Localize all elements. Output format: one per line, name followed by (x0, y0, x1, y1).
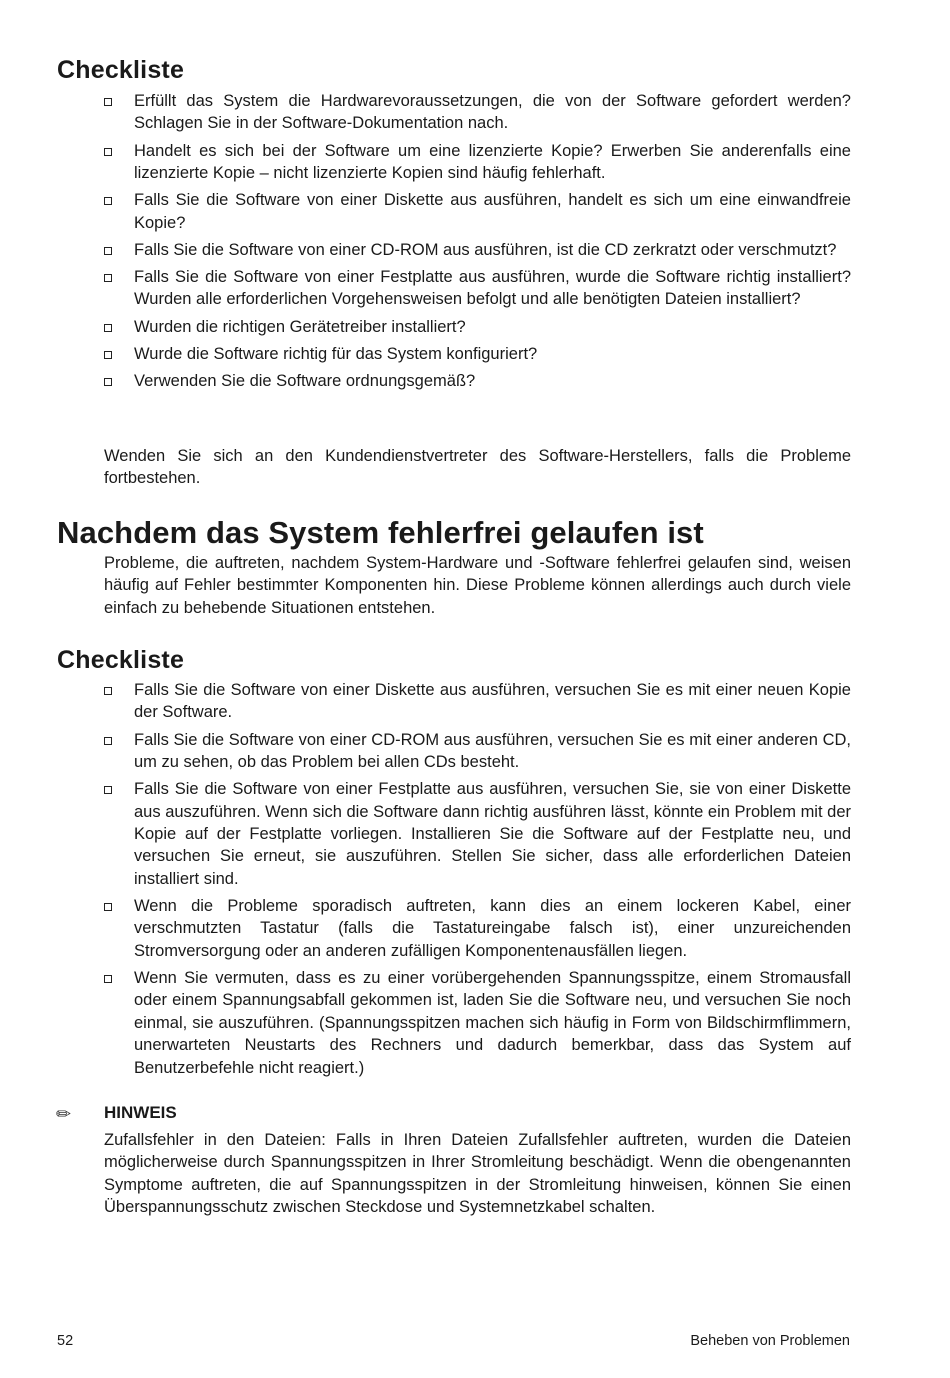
checklist-item (104, 189, 851, 234)
checklist-item-text: Falls Sie die Software von einer CD-ROM aus ausführen, versuchen Sie es mit einer anderen CD, um zu sehen, ob das Problem bei allen CDs besteht. (134, 730, 851, 772)
checkbox-icon (104, 98, 112, 106)
checkbox-icon (104, 351, 112, 359)
checkbox-icon (104, 197, 112, 205)
checkbox-icon (104, 737, 112, 745)
checklist-item (104, 140, 851, 185)
note-title: HINWEIS (104, 1103, 177, 1122)
checklist-item (104, 266, 851, 311)
checkbox-icon (104, 247, 112, 255)
checklist-item-text: Wurden die richtigen Gerätetreiber installiert? (134, 317, 466, 336)
checkbox-icon (104, 786, 112, 794)
checklist-item (104, 895, 851, 962)
checklist-item (104, 343, 851, 365)
section1-heading: Checkliste (57, 56, 185, 84)
checklist-item-text: Verwenden Sie die Software ordnungsgemäß? (134, 372, 476, 391)
checkbox-icon (104, 324, 112, 332)
checklist-item (104, 316, 851, 338)
note-text: Zufallsfehler in den Dateien: Falls in Ihren Dateien Zufallsfehler auftreten, wurden die Dateien möglicherweise durch Spannungsspitzen in Ihrer Stromleitung beschädigt. Wenn die obengenannten Symptome auftreten, die auf Spannungsspitzen in der Stromleitung hinweisen, können Sie einen Überspannungsschutz zwischen Steckdose und Systemnetzkabel schalten. (104, 1131, 851, 1217)
checklist-item-text: Falls Sie die Software von einer Festplatte aus ausführen, wurde die Software richtig installiert? Wurden alle erforderlichen Vorgehensweisen befolgt und alle benötigten Dateien installiert? (134, 268, 851, 309)
chapter-title: Beheben von Problemen (690, 1333, 850, 1349)
checkbox-icon (104, 148, 112, 156)
checklist-item-text: Falls Sie die Software von einer Festplatte aus ausführen, versuchen Sie, sie von einer Diskette aus auszuführen. Wenn sich die Software dann richtig ausführen lässt, könnte ein Problem mit der Kopie auf der Festplatte vorliegen. Installieren Sie die Software auf der Festplatte neu, und versuchen Sie erneut, sie auszuführen. Stellen Sie sicher, dass alle erforderlichen Dateien installiert sind. (134, 780, 851, 888)
checklist-item-text: Erfüllt das System die Hardwarevoraussetzungen, die von der Software gefordert werden? Schlagen Sie in der Software-Dokumentation nach. (134, 92, 851, 133)
checkbox-icon (104, 975, 112, 983)
checkbox-icon (104, 903, 112, 911)
section3-checklist (104, 679, 851, 1084)
checklist-item (104, 239, 851, 261)
section3-heading: Checkliste (57, 646, 185, 674)
page-number: 52 (57, 1333, 74, 1349)
pencil-icon: ✏ (56, 1104, 72, 1124)
checklist-item (104, 370, 851, 392)
checklist-item-text: Wenn die Probleme sporadisch auftreten, kann dies an einem lockeren Kabel, einer verschmutzten Tastatur (falls die Tastatureingabe falsch ist), einer unzureichenden Stromversorgung oder an anderen zufälligen Komponentenausfällen liegen. (134, 897, 851, 960)
checklist-item (104, 679, 851, 724)
checklist-item-text: Falls Sie die Software von einer Diskette aus ausführen, handelt es sich um eine einwandfreie Kopie? (134, 191, 851, 232)
checklist-item-text: Falls Sie die Software von einer CD-ROM aus ausführen, ist die CD zerkratzt oder verschmutzt? (134, 240, 837, 259)
checklist-item (104, 967, 851, 1079)
checklist-item-text: Wurde die Software richtig für das System konfiguriert? (134, 344, 538, 363)
checkbox-icon (104, 274, 112, 282)
section2-heading: Nachdem das System fehlerfrei gelaufen ist (57, 515, 704, 550)
checklist-item (104, 778, 851, 890)
checklist-item-text: Handelt es sich bei der Software um eine lizenzierte Kopie? Erwerben Sie anderenfalls eine lizenzierte Kopie – nicht lizenzierte Kopien sind häufig fehlerhaft. (134, 141, 851, 183)
checklist-item-text: Falls Sie die Software von einer Diskette aus ausführen, versuchen Sie es mit einer neuen Kopie der Software. (134, 681, 851, 722)
checkbox-icon (104, 687, 112, 695)
checkbox-icon (104, 378, 112, 386)
checklist-item (104, 729, 851, 774)
checklist-item (104, 90, 851, 135)
section2-intro-paragraph: Probleme, die auftreten, nachdem System-Hardware und -Software fehlerfrei gelaufen sind, weisen häufig auf Fehler bestimmter Komponenten hin. Diese Probleme können allerdings auch durch viele einfach zu behebende Situationen entstehen. (104, 554, 851, 617)
checklist-item-text: Wenn Sie vermuten, dass es zu einer vorübergehenden Spannungsspitze, einem Stromausfall oder einem Spannungsabfall gekommen ist, laden Sie die Software neu, und versuchen Sie noch einmal, sie auszuführen. (Spannungsspitzen machen sich häufig in Form von Bildschirmflimmern, unerwarteten Neustarts des Rechners und dadurch bemerkbar, dass das System auf Benutzerbefehle nicht reagiert.) (134, 969, 851, 1077)
section1-checklist (104, 90, 851, 397)
section1-closing-paragraph: Wenden Sie sich an den Kundendienstvertreter des Software-Herstellers, falls die Probleme fortbestehen. (104, 447, 851, 488)
